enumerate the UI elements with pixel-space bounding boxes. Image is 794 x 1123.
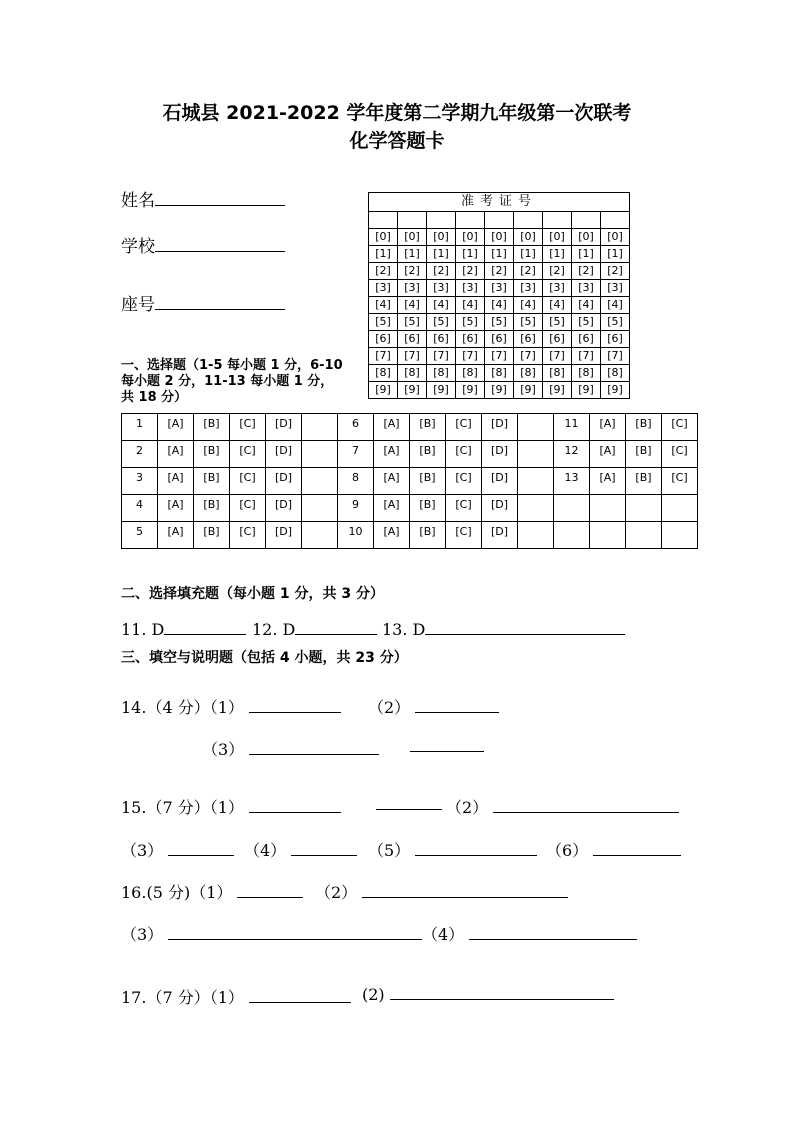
answer-bubble[interactable]: [A]	[158, 414, 194, 441]
exam-id-write-cell[interactable]	[514, 212, 543, 229]
q15-2-blank[interactable]	[493, 811, 679, 813]
exam-id-bubble[interactable]: [4]	[601, 297, 630, 314]
answer-bubble[interactable]: [A]	[158, 522, 194, 549]
mc-row	[122, 522, 698, 549]
q16-2-label: （2）	[315, 883, 358, 902]
answer-bubble[interactable]: [C]	[662, 468, 698, 495]
exam-id-bubble[interactable]: [4]	[514, 297, 543, 314]
exam-id-header: 准考证号	[369, 193, 630, 212]
exam-id-bubble[interactable]: [8]	[601, 365, 630, 382]
question-number: 3	[122, 468, 158, 495]
exam-id-bubble[interactable]: [3]	[398, 280, 427, 297]
spacer-cell	[302, 522, 338, 549]
answer-bubble[interactable]: [D]	[266, 441, 302, 468]
exam-id-bubble[interactable]: [1]	[601, 246, 630, 263]
answer-bubble[interactable]: [C]	[662, 414, 698, 441]
exam-id-bubble[interactable]: [3]	[485, 280, 514, 297]
exam-id-bubble[interactable]: [4]	[572, 297, 601, 314]
q14-line1	[121, 695, 341, 718]
answer-bubble[interactable]: [A]	[158, 495, 194, 522]
answer-bubble[interactable]: [B]	[194, 495, 230, 522]
question-number: 2	[122, 441, 158, 468]
exam-id-bubble[interactable]: [2]	[572, 263, 601, 280]
question-number	[554, 495, 590, 522]
q17-2-blank[interactable]	[390, 998, 614, 1000]
exam-id-bubble[interactable]: [8]	[456, 365, 485, 382]
exam-id-bubble[interactable]: [7]	[398, 348, 427, 365]
exam-id-bubble[interactable]: [4]	[398, 297, 427, 314]
q12-label: 12. D	[252, 620, 296, 639]
q15-line1	[121, 795, 341, 818]
spacer-cell	[302, 468, 338, 495]
exam-id-bubble[interactable]: [2]	[369, 263, 398, 280]
spacer-cell	[302, 441, 338, 468]
q11-blank[interactable]	[164, 633, 246, 635]
exam-id-digit-row	[369, 331, 630, 348]
exam-id-bubble[interactable]: [6]	[543, 331, 572, 348]
q13-answer[interactable]	[382, 620, 625, 639]
section1-line2: 每小题 2 分，11-13 每小题 1 分，	[121, 374, 334, 389]
exam-id-bubble[interactable]: [3]	[456, 280, 485, 297]
exam-id-bubble[interactable]: [5]	[572, 314, 601, 331]
exam-id-bubble[interactable]: [2]	[398, 263, 427, 280]
section1-heading	[121, 358, 343, 406]
exam-id-bubble[interactable]: [8]	[514, 365, 543, 382]
exam-id-bubble[interactable]: [4]	[485, 297, 514, 314]
exam-id-bubble[interactable]: [6]	[456, 331, 485, 348]
q15-3-label: （3）	[121, 841, 164, 860]
answer-bubble[interactable]: [A]	[374, 468, 410, 495]
exam-id-bubble[interactable]: [7]	[485, 348, 514, 365]
answer-bubble[interactable]: [A]	[590, 414, 626, 441]
name-label: 姓名	[121, 191, 155, 211]
spacer-cell	[518, 414, 554, 441]
answer-bubble[interactable]: [C]	[446, 495, 482, 522]
exam-id-bubble[interactable]: [7]	[514, 348, 543, 365]
q16-4-label: （4）	[422, 925, 465, 944]
question-number: 6	[338, 414, 374, 441]
section3-heading: 三、填空与说明题（包括 4 小题，共 23 分）	[121, 650, 408, 666]
exam-id-write-cell[interactable]	[485, 212, 514, 229]
q14-3-blank-a[interactable]	[249, 753, 379, 755]
q15-1-blank-a[interactable]	[249, 811, 341, 813]
answer-bubble[interactable]: [B]	[194, 468, 230, 495]
answer-bubble	[626, 522, 662, 549]
question-number	[554, 522, 590, 549]
q15-2	[446, 795, 679, 818]
answer-bubble[interactable]: [B]	[410, 414, 446, 441]
answer-bubble[interactable]: [A]	[158, 468, 194, 495]
seat-blank[interactable]	[155, 308, 285, 310]
q16-line2	[121, 922, 422, 945]
exam-id-bubble[interactable]: [9]	[485, 382, 514, 399]
exam-id-write-row[interactable]	[369, 212, 630, 229]
exam-id-bubble[interactable]: [3]	[543, 280, 572, 297]
answer-bubble[interactable]: [D]	[266, 522, 302, 549]
exam-id-write-cell[interactable]	[572, 212, 601, 229]
exam-id-bubble[interactable]: [1]	[398, 246, 427, 263]
spacer-cell	[302, 495, 338, 522]
exam-id-bubble[interactable]: [9]	[601, 382, 630, 399]
q17-1-blank[interactable]	[249, 1001, 351, 1003]
exam-id-bubble[interactable]: [3]	[369, 280, 398, 297]
exam-id-bubble[interactable]: [7]	[572, 348, 601, 365]
school-field[interactable]	[121, 232, 285, 257]
q14-3b	[410, 737, 484, 756]
q17-label: 17.（7 分）（1）	[121, 988, 244, 1007]
answer-bubble[interactable]: [D]	[482, 468, 518, 495]
q14-3-blank-b[interactable]	[410, 750, 484, 752]
answer-bubble[interactable]: [C]	[230, 522, 266, 549]
exam-id-bubble[interactable]: [4]	[427, 297, 456, 314]
spacer-cell	[518, 441, 554, 468]
exam-id-bubble[interactable]: [6]	[572, 331, 601, 348]
answer-bubble[interactable]: [A]	[590, 468, 626, 495]
exam-id-bubble[interactable]: [0]	[572, 229, 601, 246]
answer-bubble[interactable]: [D]	[482, 522, 518, 549]
q15-label: 15.（7 分）（1）	[121, 798, 244, 817]
mc-row	[122, 441, 698, 468]
answer-bubble	[662, 495, 698, 522]
q15-4	[244, 838, 357, 861]
q16-line1	[121, 880, 303, 903]
exam-id-bubble[interactable]: [0]	[456, 229, 485, 246]
answer-bubble	[590, 522, 626, 549]
exam-id-bubble[interactable]: [2]	[543, 263, 572, 280]
question-number: 4	[122, 495, 158, 522]
answer-bubble[interactable]: [C]	[230, 495, 266, 522]
answer-bubble[interactable]: [D]	[266, 495, 302, 522]
exam-id-digit-row	[369, 263, 630, 280]
q17-line1	[121, 985, 351, 1008]
spacer-cell	[302, 414, 338, 441]
answer-bubble[interactable]: [B]	[194, 441, 230, 468]
exam-id-digit-row	[369, 365, 630, 382]
answer-bubble[interactable]: [D]	[482, 495, 518, 522]
school-blank[interactable]	[155, 250, 285, 252]
q15-4-blank[interactable]	[291, 854, 357, 856]
exam-id-bubble[interactable]: [5]	[398, 314, 427, 331]
exam-id-digit-row	[369, 382, 630, 399]
exam-id-bubble[interactable]: [5]	[456, 314, 485, 331]
q16-4	[422, 922, 637, 945]
q14-1-blank[interactable]	[249, 711, 341, 713]
exam-id-bubble[interactable]: [0]	[485, 229, 514, 246]
q15-6	[546, 838, 681, 861]
mc-row	[122, 414, 698, 441]
exam-id-bubble[interactable]: [5]	[601, 314, 630, 331]
q16-1-blank[interactable]	[237, 896, 303, 898]
answer-bubble	[590, 495, 626, 522]
q16-3-blank[interactable]	[168, 938, 422, 940]
q15-3-blank[interactable]	[168, 854, 234, 856]
exam-id-bubble[interactable]: [6]	[427, 331, 456, 348]
page-subtitle: 化学答题卡	[349, 130, 445, 152]
exam-id-bubble[interactable]: [0]	[601, 229, 630, 246]
exam-id-bubble[interactable]: [8]	[543, 365, 572, 382]
answer-bubble[interactable]: [B]	[194, 414, 230, 441]
exam-id-bubble[interactable]: [8]	[369, 365, 398, 382]
q17-2-label: (2)	[362, 985, 385, 1004]
exam-id-write-cell[interactable]	[369, 212, 398, 229]
seat-label: 座号	[121, 295, 155, 315]
exam-id-bubble[interactable]: [3]	[514, 280, 543, 297]
answer-bubble[interactable]: [C]	[230, 414, 266, 441]
answer-bubble	[626, 495, 662, 522]
exam-id-digit-row	[369, 280, 630, 297]
q15-5-label: （5）	[368, 841, 411, 860]
exam-id-digit-row	[369, 229, 630, 246]
question-number: 7	[338, 441, 374, 468]
q14-2-label: （2）	[368, 698, 411, 717]
answer-bubble[interactable]: [C]	[230, 441, 266, 468]
exam-id-digit-row	[369, 246, 630, 263]
question-number: 1	[122, 414, 158, 441]
exam-id-bubble[interactable]: [4]	[543, 297, 572, 314]
page-title: 石城县 2021-2022 学年度第二学期九年级第一次联考	[162, 102, 632, 124]
exam-id-bubble[interactable]: [9]	[572, 382, 601, 399]
exam-id-bubble[interactable]: [8]	[427, 365, 456, 382]
exam-id-bubble[interactable]: [6]	[601, 331, 630, 348]
question-number: 13	[554, 468, 590, 495]
q15-6-blank[interactable]	[593, 854, 681, 856]
q16-label: 16.(5 分)（1）	[121, 883, 233, 902]
q15-1-blank-b[interactable]	[376, 808, 442, 810]
q11-label: 11. D	[121, 620, 165, 639]
exam-id-bubble[interactable]: [4]	[456, 297, 485, 314]
answer-bubble[interactable]: [B]	[626, 414, 662, 441]
exam-id-write-cell[interactable]	[601, 212, 630, 229]
exam-id-bubble[interactable]: [1]	[572, 246, 601, 263]
exam-id-bubble[interactable]: [9]	[398, 382, 427, 399]
exam-id-bubble[interactable]: [7]	[427, 348, 456, 365]
spacer-cell	[518, 522, 554, 549]
exam-id-bubble[interactable]: [5]	[485, 314, 514, 331]
exam-id-bubble[interactable]: [8]	[572, 365, 601, 382]
q15-4-label: （4）	[244, 841, 287, 860]
answer-bubble[interactable]: [D]	[482, 414, 518, 441]
exam-id-bubble[interactable]: [6]	[369, 331, 398, 348]
school-label: 学校	[121, 237, 155, 257]
q15-6-label: （6）	[546, 841, 589, 860]
exam-id-bubble[interactable]: [1]	[456, 246, 485, 263]
exam-id-bubble[interactable]: [7]	[456, 348, 485, 365]
exam-id-bubble[interactable]: [0]	[543, 229, 572, 246]
answer-bubble[interactable]: [A]	[590, 441, 626, 468]
answer-bubble[interactable]: [C]	[446, 441, 482, 468]
q14-3-label: （3）	[202, 740, 245, 759]
q15-line2	[121, 838, 234, 861]
answer-bubble[interactable]: [B]	[194, 522, 230, 549]
exam-id-bubble[interactable]: [8]	[398, 365, 427, 382]
exam-id-bubble[interactable]: [3]	[572, 280, 601, 297]
question-number: 11	[554, 414, 590, 441]
exam-id-bubble[interactable]: [6]	[398, 331, 427, 348]
exam-id-bubble[interactable]: [4]	[369, 297, 398, 314]
answer-bubble[interactable]: [C]	[446, 414, 482, 441]
exam-id-bubble[interactable]: [1]	[543, 246, 572, 263]
exam-id-bubble[interactable]: [2]	[601, 263, 630, 280]
exam-id-bubble[interactable]: [2]	[485, 263, 514, 280]
spacer-cell	[518, 468, 554, 495]
section1-line3: 共 18 分）	[121, 390, 188, 405]
q15-2-label: （2）	[446, 798, 489, 817]
answer-bubble[interactable]: [C]	[446, 468, 482, 495]
q17-2	[362, 985, 614, 1004]
q12-answer[interactable]	[252, 620, 377, 639]
name-blank[interactable]	[155, 204, 285, 206]
exam-id-bubble[interactable]: [2]	[427, 263, 456, 280]
q15-5	[368, 838, 537, 861]
exam-id-bubble[interactable]: [9]	[369, 382, 398, 399]
exam-id-digit-row	[369, 297, 630, 314]
multiple-choice-grid	[121, 413, 698, 549]
name-field[interactable]	[121, 186, 285, 211]
exam-id-bubble[interactable]: [2]	[514, 263, 543, 280]
answer-bubble[interactable]: [B]	[626, 468, 662, 495]
exam-id-bubble[interactable]: [9]	[514, 382, 543, 399]
q12-blank[interactable]	[295, 633, 377, 635]
mc-row	[122, 468, 698, 495]
exam-id-grid	[368, 192, 630, 399]
exam-id-bubble[interactable]: [0]	[369, 229, 398, 246]
exam-id-bubble[interactable]: [5]	[369, 314, 398, 331]
exam-id-bubble[interactable]: [5]	[427, 314, 456, 331]
q16-2-blank[interactable]	[362, 896, 568, 898]
answer-bubble	[662, 522, 698, 549]
exam-id-bubble[interactable]: [9]	[427, 382, 456, 399]
seat-field[interactable]	[121, 290, 285, 315]
exam-id-bubble[interactable]: [8]	[485, 365, 514, 382]
question-number: 9	[338, 495, 374, 522]
exam-id-bubble[interactable]: [1]	[485, 246, 514, 263]
question-number: 8	[338, 468, 374, 495]
answer-bubble[interactable]: [B]	[410, 495, 446, 522]
answer-bubble[interactable]: [D]	[482, 441, 518, 468]
section2-heading: 二、选择填充题（每小题 1 分，共 3 分）	[121, 586, 384, 602]
answer-bubble[interactable]: [A]	[374, 522, 410, 549]
exam-id-bubble[interactable]: [1]	[427, 246, 456, 263]
answer-bubble[interactable]: [B]	[410, 522, 446, 549]
answer-bubble[interactable]: [D]	[266, 468, 302, 495]
q14-label: 14.（4 分）（1）	[121, 698, 244, 717]
exam-id-digit-row	[369, 314, 630, 331]
q11-answer[interactable]	[121, 620, 246, 639]
exam-id-bubble[interactable]: [1]	[369, 246, 398, 263]
exam-id-digit-row	[369, 348, 630, 365]
section1-line1: 一、选择题（1-5 每小题 1 分，6-10	[121, 358, 343, 373]
exam-id-bubble[interactable]: [3]	[427, 280, 456, 297]
q14-2-blank[interactable]	[415, 711, 499, 713]
q16-2	[315, 880, 568, 903]
answer-bubble[interactable]: [B]	[626, 441, 662, 468]
exam-id-bubble[interactable]: [6]	[485, 331, 514, 348]
question-number: 5	[122, 522, 158, 549]
exam-id-bubble[interactable]: [6]	[514, 331, 543, 348]
exam-id-write-cell[interactable]	[456, 212, 485, 229]
answer-bubble[interactable]: [A]	[374, 441, 410, 468]
exam-id-bubble[interactable]: [9]	[456, 382, 485, 399]
answer-bubble[interactable]: [C]	[662, 441, 698, 468]
question-number: 10	[338, 522, 374, 549]
answer-bubble[interactable]: [D]	[266, 414, 302, 441]
exam-id-write-cell[interactable]	[543, 212, 572, 229]
exam-id-bubble[interactable]: [2]	[456, 263, 485, 280]
q13-blank[interactable]	[425, 633, 625, 635]
answer-bubble[interactable]: [B]	[410, 441, 446, 468]
spacer-cell	[518, 495, 554, 522]
exam-id-bubble[interactable]: [9]	[543, 382, 572, 399]
exam-id-bubble[interactable]: [5]	[514, 314, 543, 331]
exam-id-bubble[interactable]: [0]	[514, 229, 543, 246]
exam-id-bubble[interactable]: [5]	[543, 314, 572, 331]
q15-5-blank[interactable]	[415, 854, 537, 856]
exam-id-bubble[interactable]: [7]	[601, 348, 630, 365]
mc-row	[122, 495, 698, 522]
answer-bubble[interactable]: [A]	[374, 414, 410, 441]
answer-bubble[interactable]: [C]	[230, 468, 266, 495]
exam-id-bubble[interactable]: [7]	[369, 348, 398, 365]
exam-id-bubble[interactable]: [3]	[601, 280, 630, 297]
exam-id-bubble[interactable]: [7]	[543, 348, 572, 365]
answer-bubble[interactable]: [A]	[158, 441, 194, 468]
answer-bubble[interactable]: [A]	[374, 495, 410, 522]
q16-4-blank[interactable]	[469, 938, 637, 940]
q14-2	[368, 695, 499, 718]
exam-id-bubble[interactable]: [1]	[514, 246, 543, 263]
exam-id-write-cell[interactable]	[398, 212, 427, 229]
exam-id-bubble[interactable]: [0]	[427, 229, 456, 246]
q16-3-label: （3）	[121, 925, 164, 944]
q15-1b	[376, 795, 442, 814]
question-number: 12	[554, 441, 590, 468]
answer-bubble[interactable]: [C]	[446, 522, 482, 549]
answer-bubble[interactable]: [B]	[410, 468, 446, 495]
q13-label: 13. D	[382, 620, 426, 639]
exam-id-write-cell[interactable]	[427, 212, 456, 229]
exam-id-bubble[interactable]: [0]	[398, 229, 427, 246]
q14-3	[202, 737, 379, 760]
